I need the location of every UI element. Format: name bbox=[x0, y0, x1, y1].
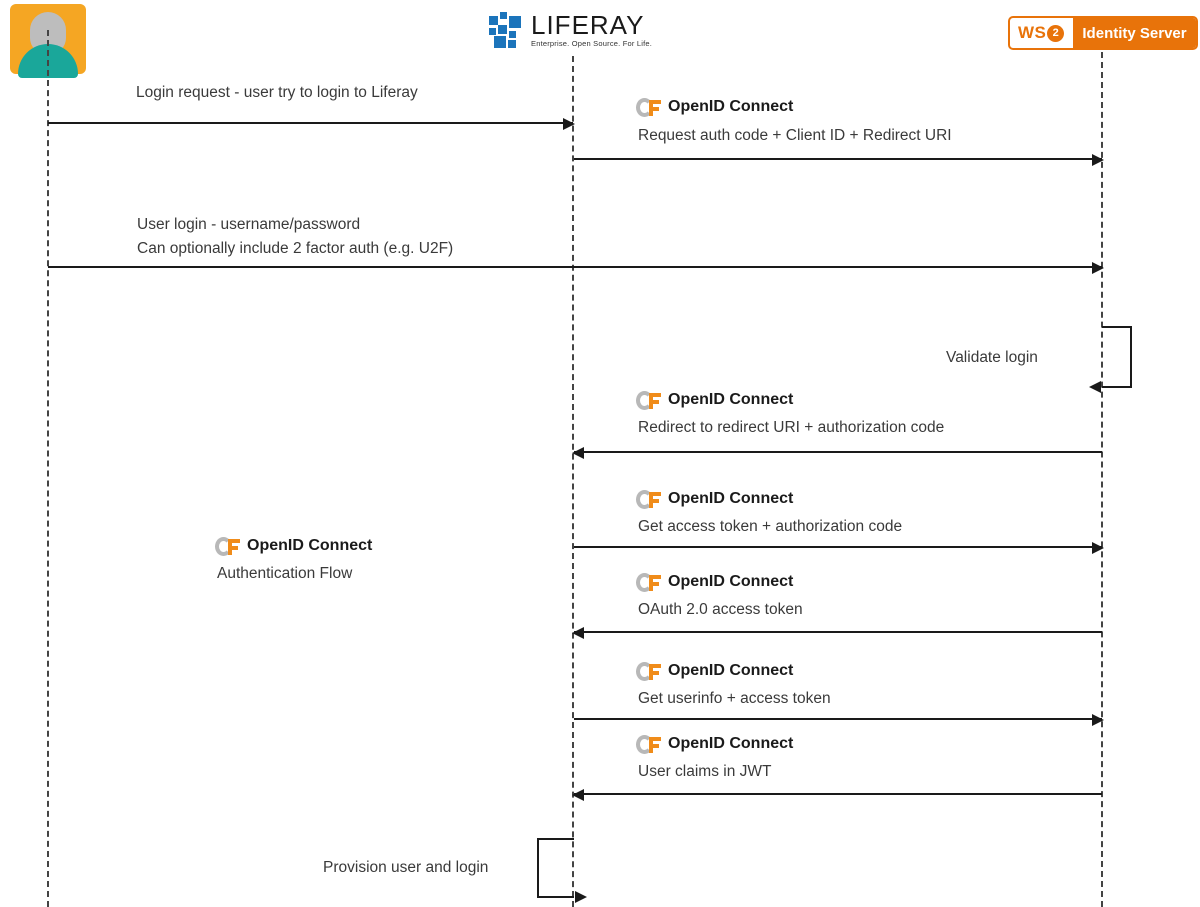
arrowhead-right-icon bbox=[1092, 262, 1104, 274]
arrowhead-right-icon bbox=[563, 118, 575, 130]
wso2-brand-text: WS bbox=[1018, 23, 1047, 42]
arrowhead-left-icon bbox=[1089, 381, 1101, 393]
legend-oidc-badge bbox=[215, 535, 372, 558]
openid-connect-icon bbox=[636, 390, 662, 412]
oidc-badge-label: OpenID Connect bbox=[668, 490, 794, 507]
lifeline-user bbox=[47, 30, 49, 907]
oidc-badge-label: OpenID Connect bbox=[668, 98, 794, 115]
liferay-tagline: Enterprise. Open Source. For Life. bbox=[531, 39, 653, 49]
arrow-get-access-token bbox=[574, 546, 1102, 548]
wso2-brand bbox=[1010, 18, 1073, 48]
arrowhead-right-icon bbox=[1092, 542, 1104, 554]
oidc-badge-label: OpenID Connect bbox=[668, 735, 794, 752]
oidc-badge-get-access-token bbox=[636, 488, 793, 511]
openid-connect-icon bbox=[636, 572, 662, 594]
oidc-badge-label: OpenID Connect bbox=[668, 662, 794, 679]
message-label-user-login-line2: Can optionally include 2 factor auth (e.g. U2F) bbox=[137, 240, 454, 257]
message-label-request-auth-code: Request auth code + Client ID + Redirect URI bbox=[638, 127, 952, 144]
message-label-provision-user: Provision user and login bbox=[323, 859, 489, 876]
liferay-mark bbox=[489, 12, 525, 48]
message-label-redirect-auth-code: Redirect to redirect URI + authorization code bbox=[638, 419, 945, 436]
arrow-request-auth-code bbox=[574, 158, 1102, 160]
oidc-badge-label: OpenID Connect bbox=[668, 391, 794, 408]
arrow-login-request bbox=[48, 122, 573, 124]
oidc-badge-oauth-access-token bbox=[636, 571, 793, 594]
oidc-badge-get-userinfo bbox=[636, 660, 793, 683]
message-label-get-userinfo: Get userinfo + access token bbox=[638, 690, 831, 707]
oidc-badge-label: OpenID Connect bbox=[668, 573, 794, 590]
message-label-login-request: Login request - user try to login to Liferay bbox=[136, 84, 418, 101]
selfloop-provision-user bbox=[537, 838, 574, 898]
liferay-name: LIFERAY bbox=[531, 10, 645, 41]
arrow-oauth-access-token bbox=[574, 631, 1102, 633]
message-label-validate-login: Validate login bbox=[946, 349, 1038, 366]
legend-badge-label: OpenID Connect bbox=[247, 537, 373, 554]
oidc-badge-request-auth-code bbox=[636, 96, 793, 119]
message-label-user-login-line1: User login - username/password bbox=[137, 216, 361, 233]
oidc-badge-user-claims-jwt bbox=[636, 733, 793, 756]
arrow-user-claims-jwt bbox=[574, 793, 1102, 795]
selfloop-validate-login bbox=[1102, 326, 1132, 388]
message-label-user-claims-jwt: User claims in JWT bbox=[638, 763, 772, 780]
arrow-get-userinfo bbox=[574, 718, 1102, 720]
openid-connect-icon bbox=[636, 661, 662, 683]
arrow-user-login bbox=[48, 266, 1102, 268]
arrowhead-left-icon bbox=[572, 627, 584, 639]
lifeline-identity-server bbox=[1101, 52, 1103, 907]
liferay-logo-icon bbox=[489, 8, 669, 52]
oidc-badge-redirect-auth-code bbox=[636, 389, 793, 412]
arrowhead-right-icon bbox=[575, 891, 587, 903]
arrowhead-left-icon bbox=[572, 447, 584, 459]
message-label-get-access-token: Get access token + authorization code bbox=[638, 518, 903, 535]
wso2-logo-icon bbox=[1008, 16, 1198, 50]
openid-connect-icon bbox=[636, 734, 662, 756]
arrowhead-right-icon bbox=[1092, 714, 1104, 726]
openid-connect-icon bbox=[215, 536, 241, 558]
wso2-product-name: Identity Server bbox=[1073, 18, 1195, 48]
openid-connect-icon bbox=[636, 97, 662, 119]
wso2-brand-dot: 2 bbox=[1047, 25, 1064, 42]
message-label-oauth-access-token: OAuth 2.0 access token bbox=[638, 601, 803, 618]
arrow-redirect-auth-code bbox=[574, 451, 1102, 453]
arrowhead-left-icon bbox=[572, 789, 584, 801]
openid-connect-icon bbox=[636, 489, 662, 511]
legend-text: Authentication Flow bbox=[217, 565, 353, 582]
arrowhead-right-icon bbox=[1092, 154, 1104, 166]
lifeline-liferay bbox=[572, 56, 574, 907]
